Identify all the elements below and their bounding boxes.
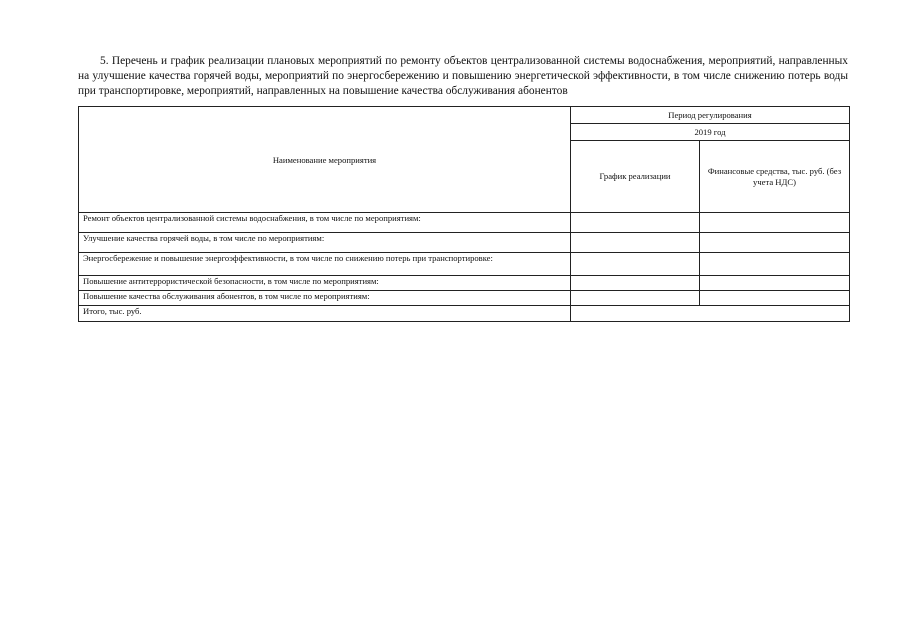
total-value-cell bbox=[571, 306, 850, 322]
header-regulation-period: Период регулирования bbox=[571, 107, 850, 124]
total-row bbox=[79, 306, 850, 322]
row-label-hot-water: Улучшение качества горячей воды, в том числе по мероприятиям: bbox=[79, 233, 571, 253]
row-label-security: Повышение антитеррористической безопасности, в том числе по мероприятиям: bbox=[79, 276, 571, 291]
financing-cell bbox=[700, 213, 850, 233]
schedule-cell bbox=[571, 291, 700, 306]
row-label-energy-saving: Энергосбережение и повышение энергоэффективности, в том числе по снижению потерь при транспортировке: bbox=[79, 253, 571, 276]
total-label: Итого, тыс. руб. bbox=[79, 306, 571, 322]
schedule-cell bbox=[571, 233, 700, 253]
financing-cell bbox=[700, 253, 850, 276]
header-schedule: График реализации bbox=[571, 141, 700, 213]
schedule-cell bbox=[571, 213, 700, 233]
header-financing: Финансовые средства, тыс. руб. (без учета НДС) bbox=[700, 141, 850, 213]
schedule-cell bbox=[571, 253, 700, 276]
table-row bbox=[79, 276, 850, 291]
financing-cell bbox=[700, 276, 850, 291]
row-label-service-quality: Повышение качества обслуживания абонентов, в том числе по мероприятиям: bbox=[79, 291, 571, 306]
activities-table bbox=[78, 106, 850, 322]
table-row bbox=[79, 253, 850, 276]
table-row bbox=[79, 233, 850, 253]
header-year: 2019 год bbox=[571, 124, 850, 141]
table-row bbox=[79, 213, 850, 233]
row-label-repair: Ремонт объектов централизованной системы водоснабжения, в том числе по мероприятиям: bbox=[79, 213, 571, 233]
table-row bbox=[79, 291, 850, 306]
header-activity-name: Наименование мероприятия bbox=[79, 107, 571, 213]
section-heading: 5. Перечень и график реализации плановых мероприятий по ремонту объектов централизованной системы водоснабжения, мероприятий, направленных на улучшение качества горячей воды, мероприятий по энергосбережению и повышению энергетической эффективности, в том числе снижению потерь воды при транспортировке, мероприятий, направленных на повышение качества обслуживания абонентов bbox=[78, 55, 848, 98]
header-row-period bbox=[79, 107, 850, 124]
financing-cell bbox=[700, 291, 850, 306]
financing-cell bbox=[700, 233, 850, 253]
schedule-cell bbox=[571, 276, 700, 291]
